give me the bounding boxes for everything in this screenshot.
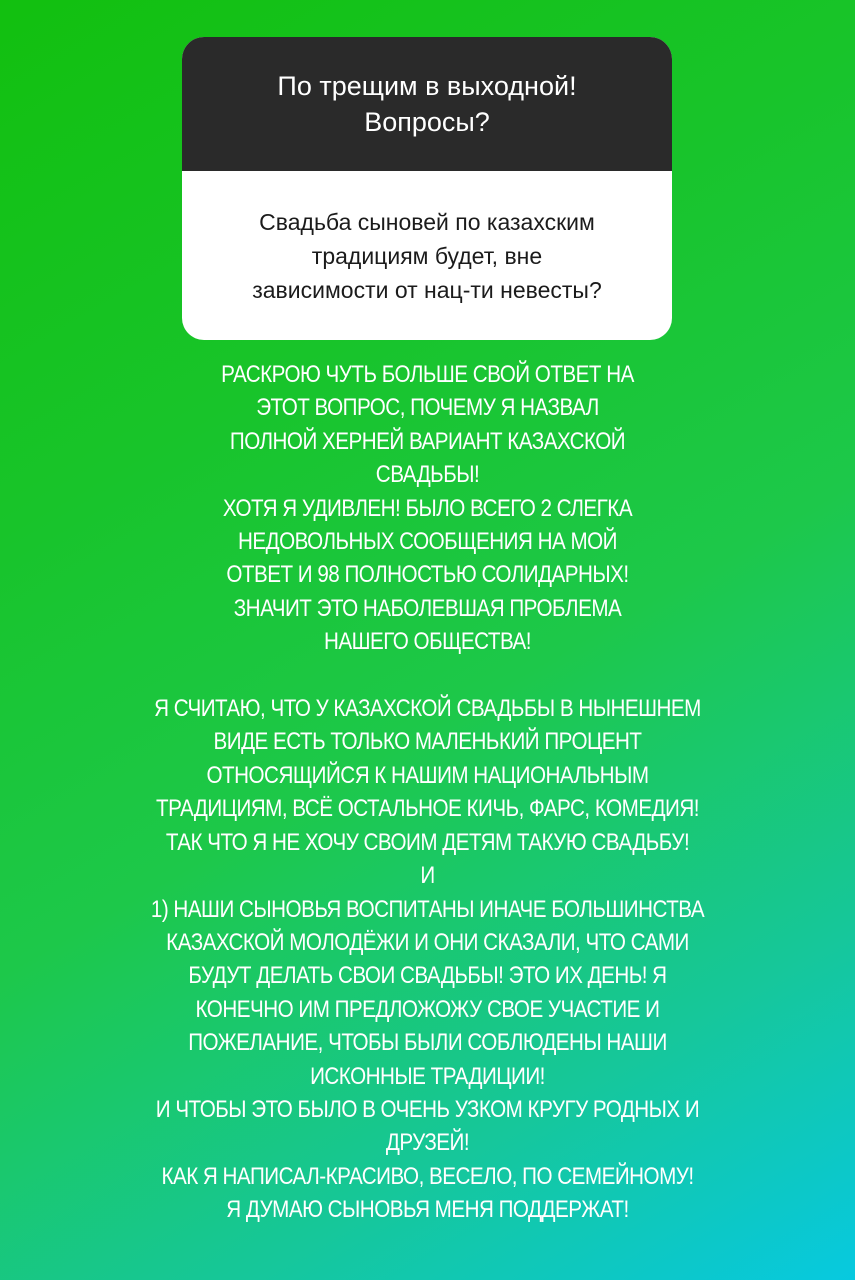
answer-text: РАСКРОЮ ЧУТЬ БОЛЬШЕ СВОЙ ОТВЕТ НА ЭТОТ ВОПРОС, ПОЧЕМУ Я НАЗВАЛ ПОЛНОЙ ХЕРНЕЙ ВАРИАНТ КАЗАХСКОЙ СВАДЬБЫ! ХОТЯ Я УДИВЛЕН! БЫЛО ВСЕГО 2 СЛЕГКА НЕДОВОЛЬНЫХ СООБЩЕНИЯ НА МОЙ ОТВЕТ И 98 ПОЛНОСТЬЮ СОЛИДАРНЫХ! ЗНАЧИТ ЭТО НАБОЛЕВШАЯ ПРОБЛЕМА НАШЕГО ОБЩЕСТВА! Я СЧИТАЮ, ЧТО У КАЗАХСКОЙ СВАДЬБЫ В НЫНЕШНЕМ ВИДЕ ЕСТЬ ТОЛЬКО МАЛЕНЬКИЙ ПРОЦЕНТ ОТНОСЯЩИЙСЯ К НАШИМ НАЦИОНАЛЬНЫМ ТРАДИЦИЯМ, ВСЁ ОСТАЛЬНОЕ КИЧЬ, ФАРС, КОМЕДИЯ! ТАК ЧТО Я НЕ ХОЧУ СВОИМ ДЕТЯМ ТАКУЮ СВАДЬБУ! И 1) НАШИ СЫНОВЬЯ ВОСПИТАНЫ ИНАЧЕ БОЛЬШИНСТВА КАЗАХСКОЙ МОЛОДЁЖИ И ОНИ СКАЗАЛИ, ЧТО САМИ БУДУТ ДЕЛАТЬ СВОИ СВАДЬБЫ! ЭТО ИХ ДЕНЬ! Я КОНЕЧНО ИМ ПРЕДЛОЖОЖУ СВОЕ УЧАСТИЕ И ПОЖЕЛАНИЕ, ЧТОБЫ БЫЛИ СОБЛЮДЕНЫ НАШИ ИСКОННЫЕ ТРАДИЦИИ! И ЧТОБЫ ЭТО БЫЛО В ОЧЕНЬ УЗКОМ КРУГУ РОДНЫХ И ДРУЗЕЙ! КАК Я НАПИСАЛ-КРАСИВО, ВЕСЕЛО, ПО СЕМЕЙНОМУ! Я ДУМАЮ СЫНОВЬЯ МЕНЯ ПОДДЕРЖАТ!	[150, 361, 705, 1224]
question-sticker-header	[182, 37, 672, 171]
question-sticker-body	[182, 171, 672, 340]
question-text: Свадьба сыновей по казахским традициям будет, вне зависимости от нац-ти невесты?	[252, 208, 602, 303]
question-prompt: По трещим в выходной! Вопросы?	[277, 71, 577, 137]
question-sticker[interactable]	[182, 37, 672, 340]
